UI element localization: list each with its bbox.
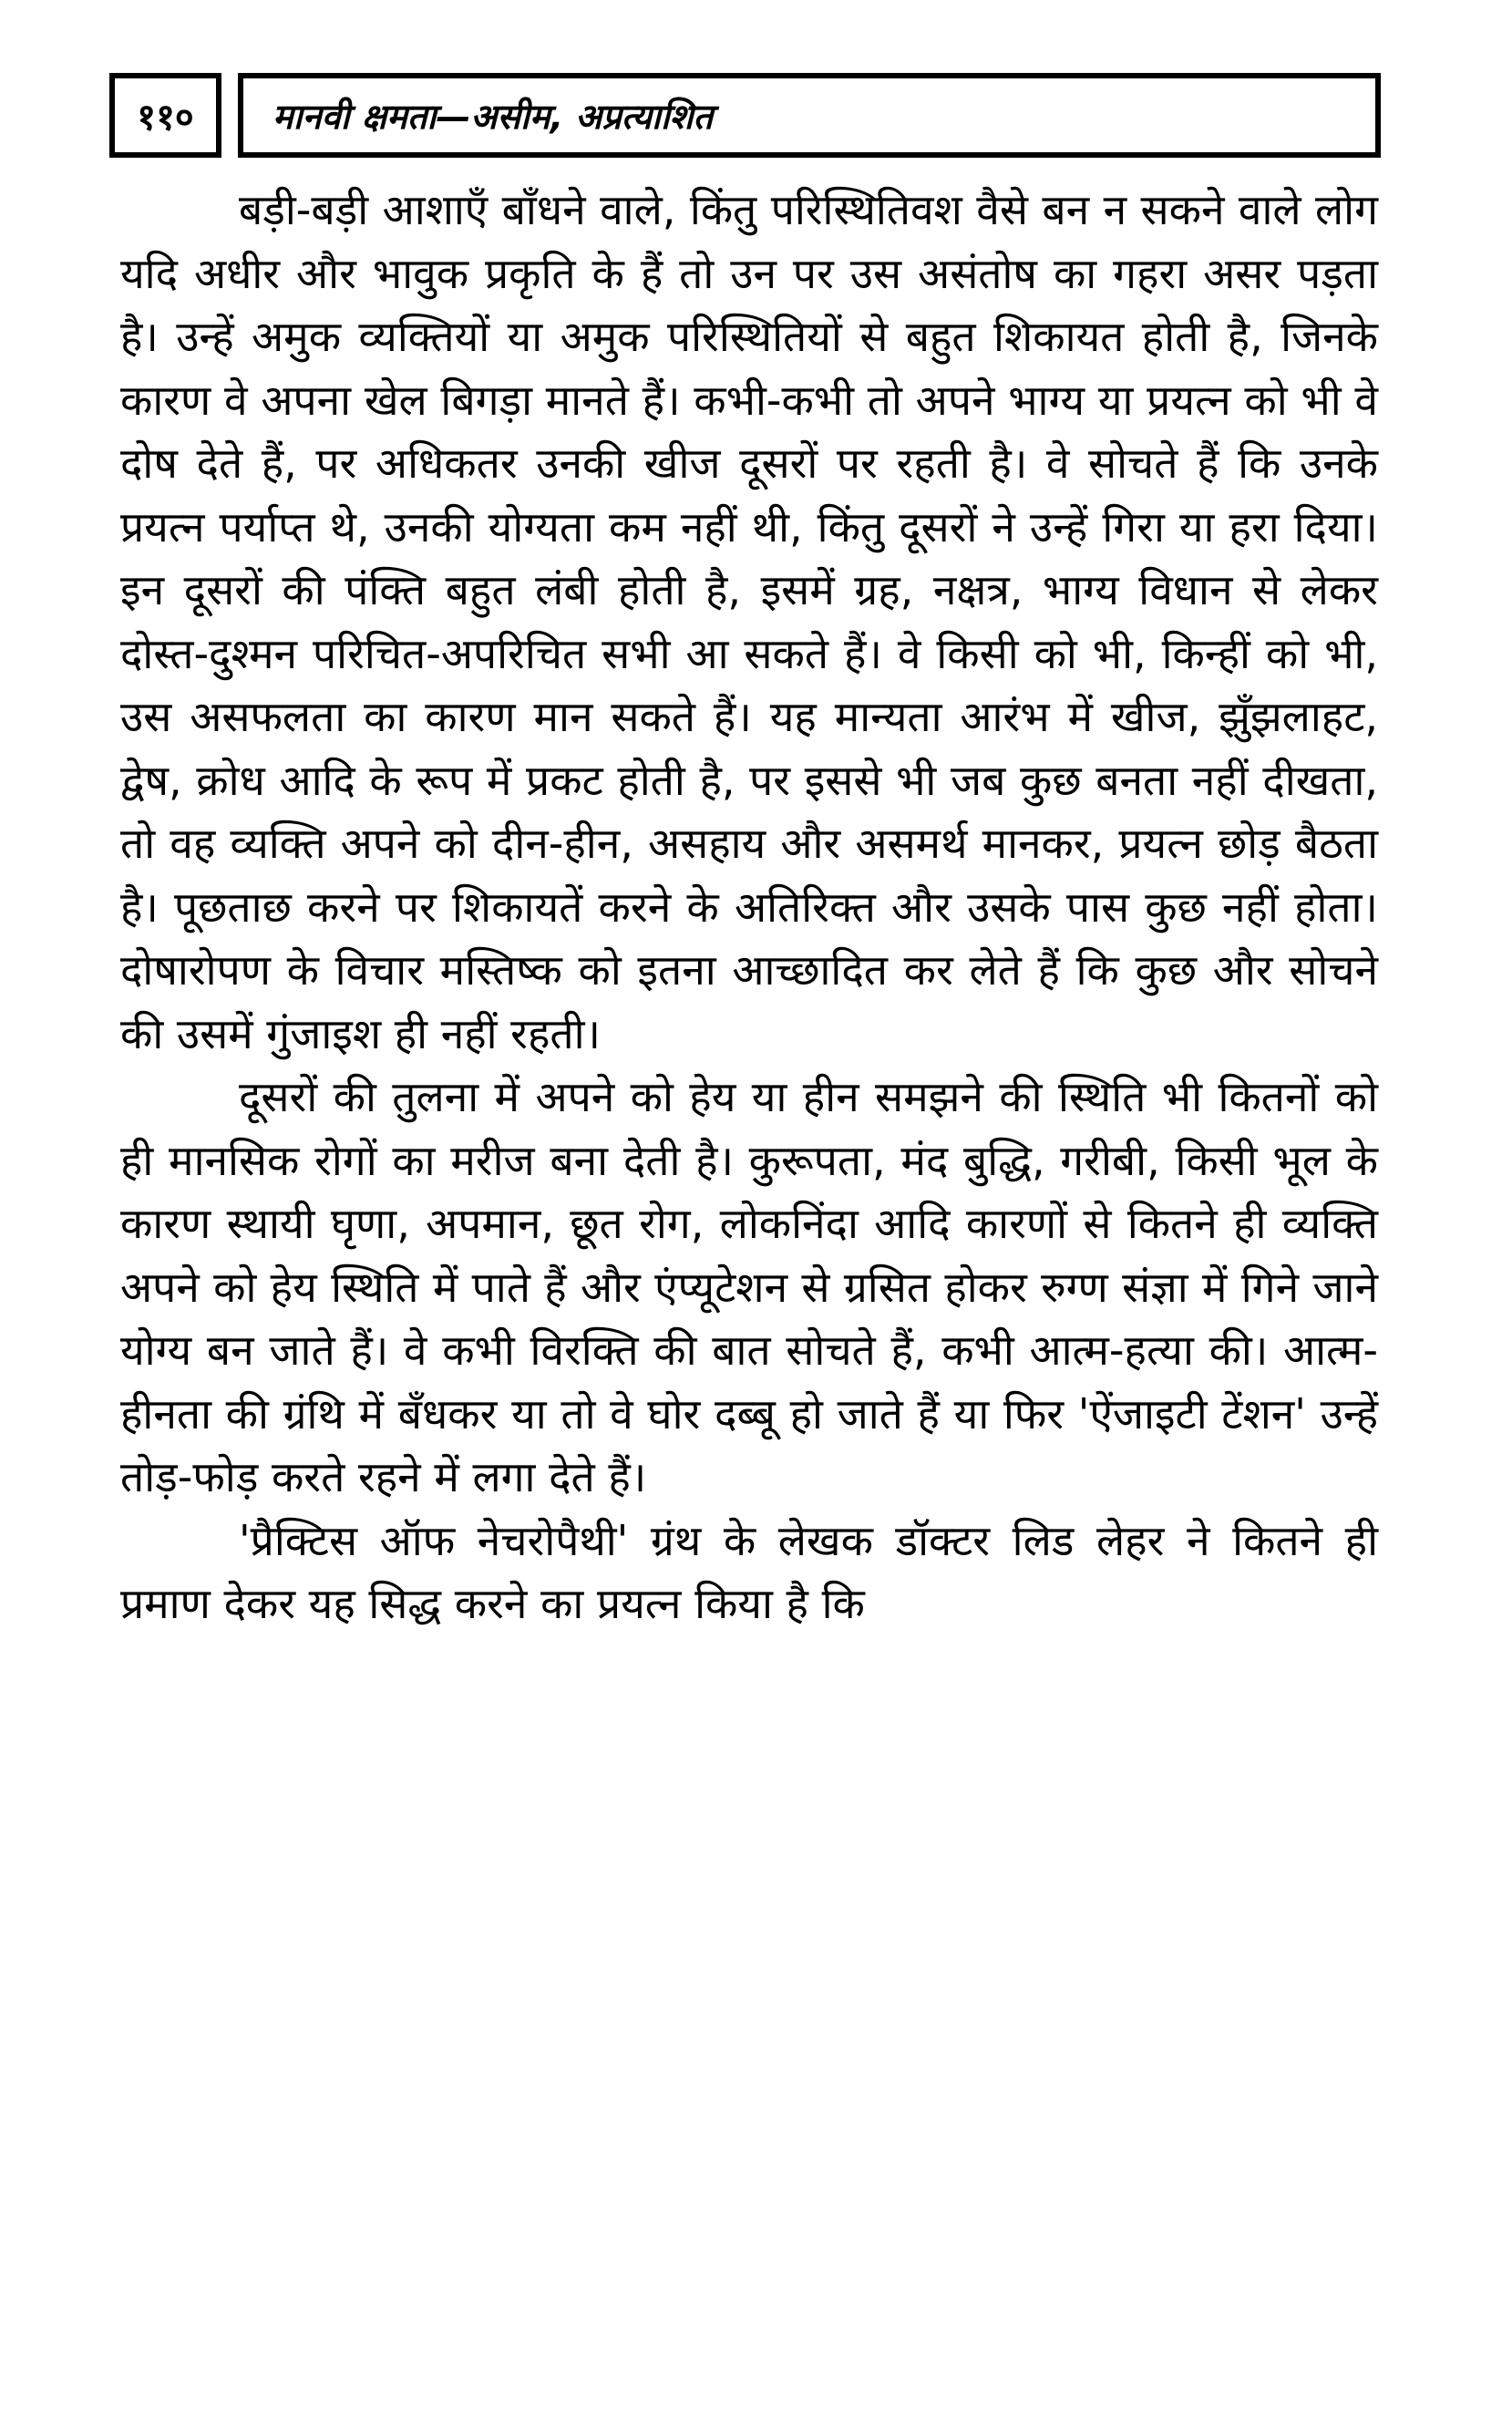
page-header (109, 73, 1381, 158)
page-number: ११० (109, 73, 221, 158)
body-text (120, 179, 1378, 1636)
paragraph-2: दूसरों की तुलना में अपने को हेय या हीन समझने की स्थिति भी कितनों को ही मानसिक रोगों का मरीज बना देती है। कुरूपता, मंद बुद्धि, गरीबी, किसी भूल के कारण स्थायी घृणा, अपमान, छूत रोग, लोकनिंदा आदि कारणों से कितने ही व्यक्ति अपने को हेय स्थिति में पाते हैं और एंप्यूटेशन से ग्रसित होकर रुग्ण संज्ञा में गिने जाने योग्य बन जाते हैं। वे कभी विरक्ति की बात सोचते हैं, कभी आत्म-हत्या की। आत्म-हीनता की ग्रंथि में बँधकर या तो वे घोर दब्बू हो जाते हैं या फिर 'ऐंजाइटी टेंशन' उन्हें तोड़-फोड़ करते रहने में लगा देते हैं। (120, 1072, 1378, 1501)
paragraph-3: 'प्रैक्टिस ऑफ नेचरोपैथी' ग्रंथ के लेखक डॉक्टर लिड लेहर ने कितने ही प्रमाण देकर यह सिद्ध करने का प्रयत्न किया है कि (120, 1515, 1378, 1628)
paragraph-1: बड़ी-बड़ी आशाएँ बाँधने वाले, किंतु परिस्थितिवश वैसे बन न सकने वाले लोग यदि अधीर और भावुक प्रकृति के हैं तो उन पर उस असंतोष का गहरा असर पड़ता है। उन्हें अमुक व्यक्तियों या अमुक परिस्थितियों से बहुत शिकायत होती है, जिनके कारण वे अपना खेल बिगड़ा मानते हैं। कभी-कभी तो अपने भाग्य या प्रयत्न को भी वे दोष देते हैं, पर अधिकतर उनकी खीज दूसरों पर रहती है। वे सोचते हैं कि उनके प्रयत्न पर्याप्त थे, उनकी योग्यता कम नहीं थी, किंतु दूसरों ने उन्हें गिरा या हरा दिया। इन दूसरों की पंक्ति बहुत लंबी होती है, इसमें ग्रह, नक्षत्र, भाग्य विधान से लेकर दोस्त-दुश्मन परिचित-अपरिचित सभी आ सकते हैं। वे किसी को भी, किन्हीं को भी, उस असफलता का कारण मान सकते हैं। यह मान्यता आरंभ में खीज, झुँझलाहट, द्वेष, क्रोध आदि के रूप में प्रकट होती है, पर इससे भी जब कुछ बनता नहीं दीखता, तो वह व्यक्ति अपने को दीन-हीन, असहाय और असमर्थ मानकर, प्रयत्न छोड़ बैठता है। पूछताछ करने पर शिकायतें करने के अतिरिक्त और उसके पास कुछ नहीं होता। दोषारोपण के विचार मस्तिष्क को इतना आच्छादित कर लेते हैं कि कुछ और सोचने की उसमें गुंजाइश ही नहीं रहती। (120, 185, 1379, 1058)
running-title: मानवी क्षमता—असीम, अप्रत्याशित (238, 73, 1381, 158)
